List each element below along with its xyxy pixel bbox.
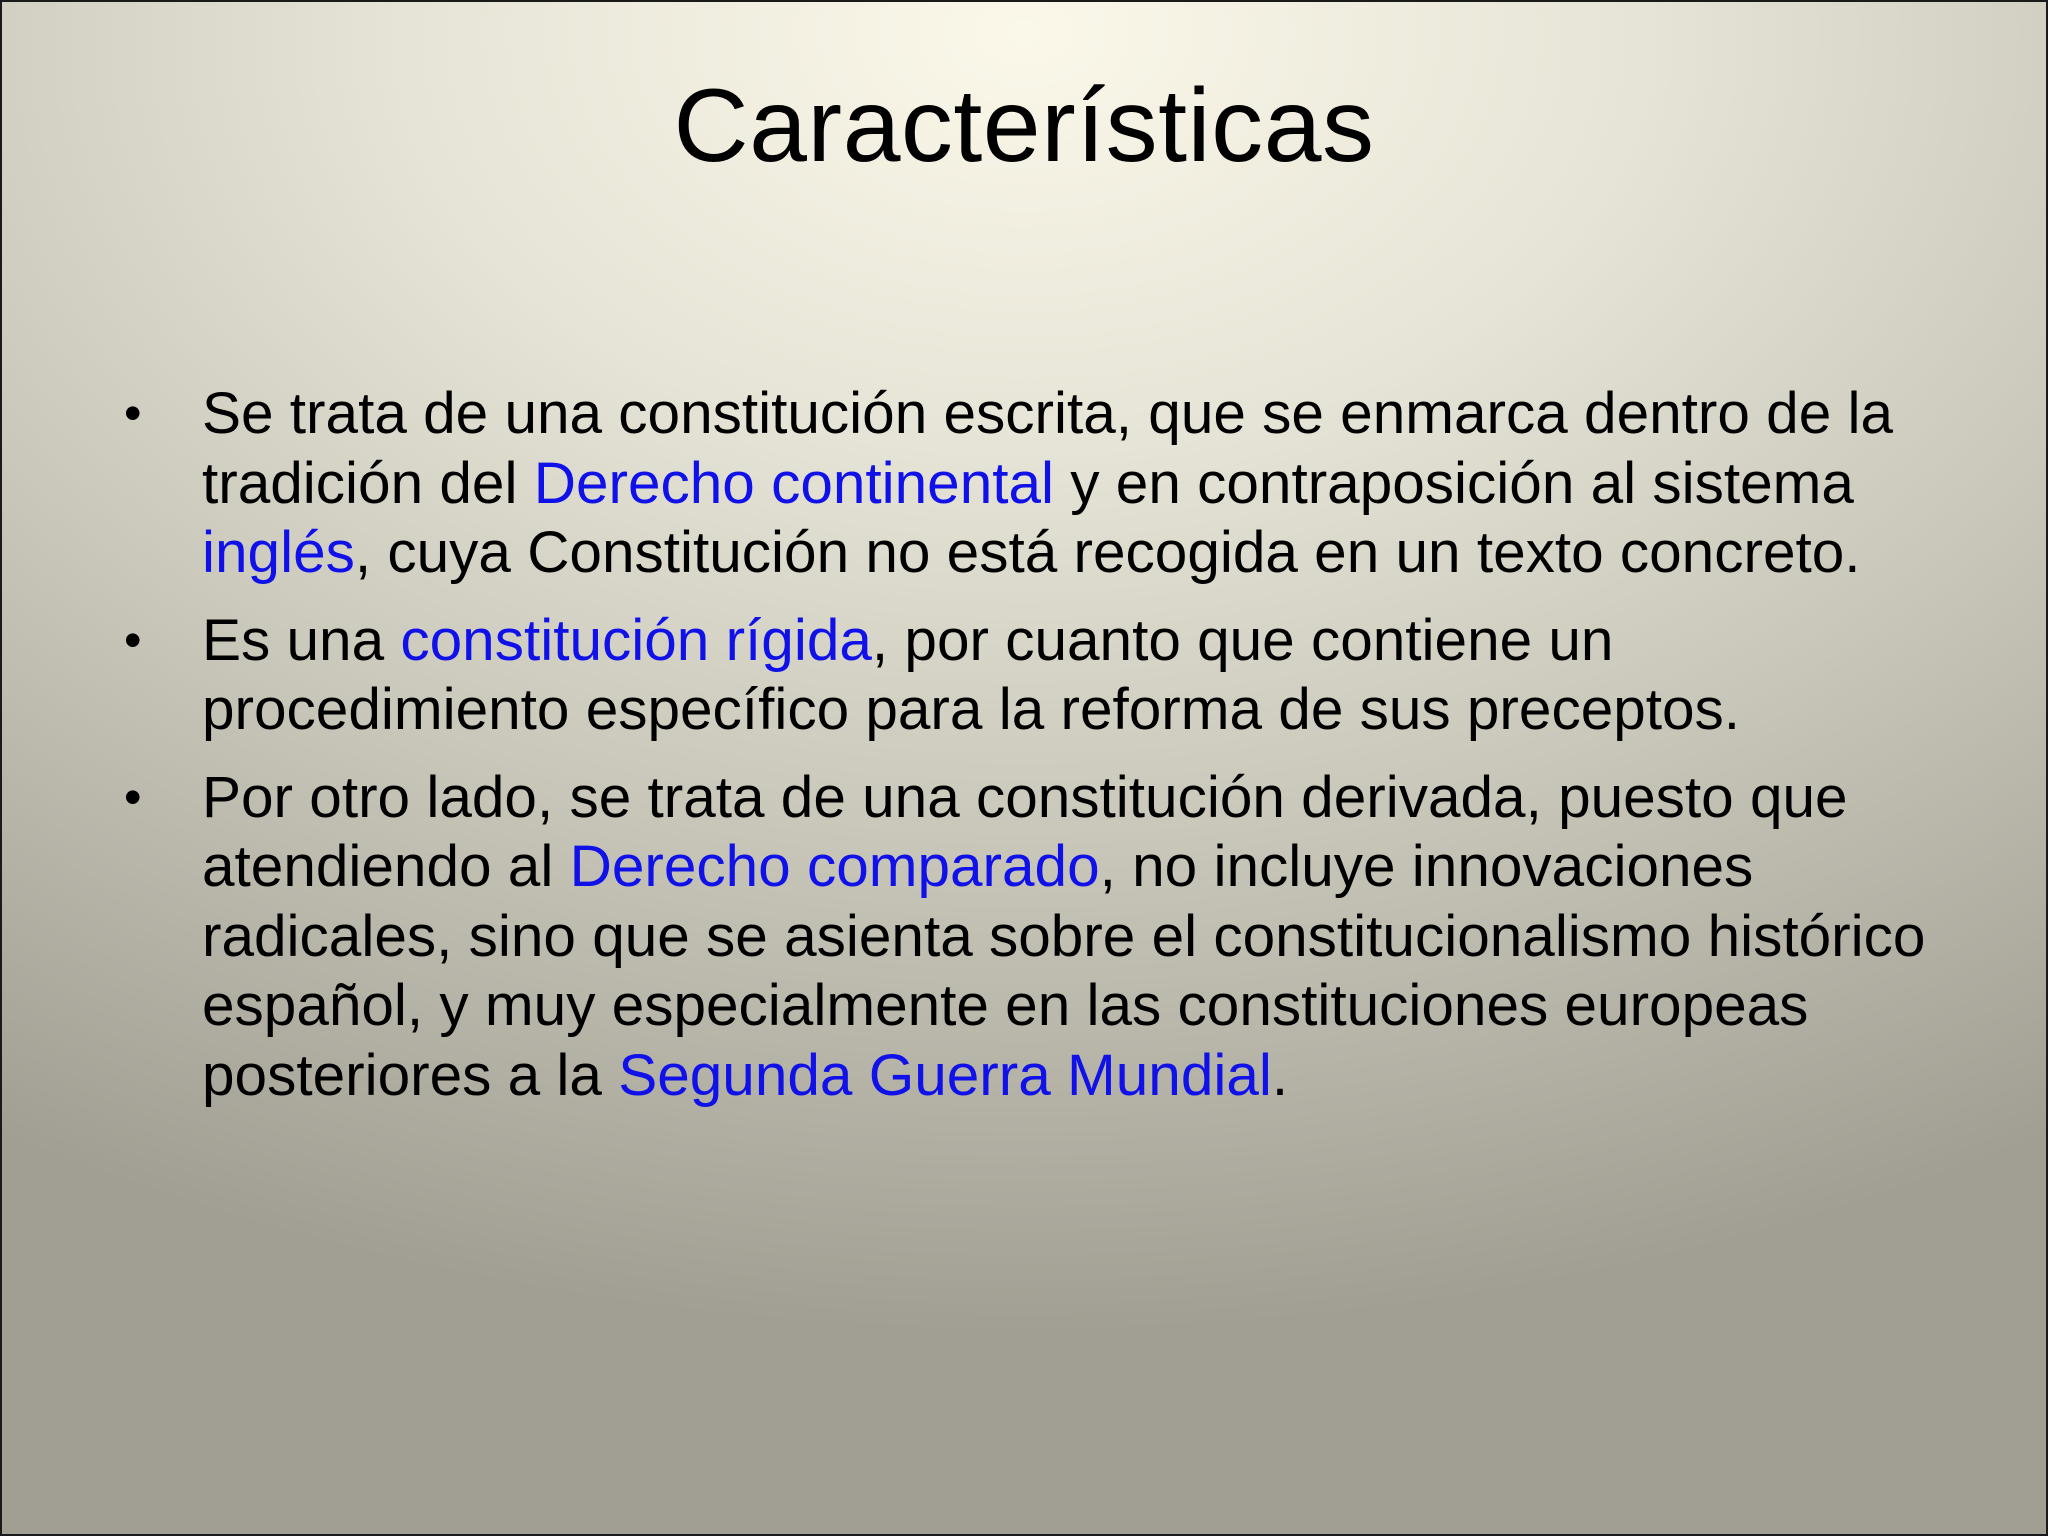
bullet-list — [120, 379, 1960, 1128]
link-segunda-guerra-mundial[interactable]: Segunda Guerra Mundial — [618, 1042, 1272, 1108]
link-ingles[interactable]: inglés — [202, 520, 355, 585]
bullet-text: , no incluye innovaciones radicales, sino que se asienta sobre el constitucionalismo histórico español, y muy especialmente en las constituciones europeas posteriores a la — [202, 834, 1926, 1108]
slide-title: Características — [673, 68, 1375, 184]
bullet-text: y en contraposición al sistema — [1054, 450, 1854, 516]
link-derecho-comparado[interactable]: Derecho comparado — [569, 834, 1100, 899]
bullet-text: , cuya Constitución no está recogida en un texto concreto. — [354, 520, 1861, 585]
bullet-text: Es una — [202, 607, 401, 673]
link-derecho-continental[interactable]: Derecho continental — [533, 450, 1055, 516]
bullet-text: . — [1271, 1042, 1289, 1108]
bullet-dot-icon: • — [124, 611, 142, 668]
bullet-dot-icon: • — [124, 385, 142, 441]
bullet-item-written-constitution — [120, 379, 1960, 588]
bullet-item-rigid-constitution — [120, 606, 1960, 745]
bullet-text: Por otro lado, se trata de una constitución derivada, puesto que atendiendo al — [202, 764, 1848, 899]
bullet-text: , por cuanto que contiene un procedimiento específico para la reforma de sus preceptos. — [202, 607, 1741, 742]
bullet-dot-icon: • — [124, 768, 142, 825]
bullet-item-derived-constitution — [120, 763, 1960, 1111]
bullet-text: Se trata de una constitución escrita, que se enmarca dentro de la tradición del — [202, 381, 1894, 516]
link-constitucion-rigida[interactable]: constitución rígida — [400, 607, 872, 673]
